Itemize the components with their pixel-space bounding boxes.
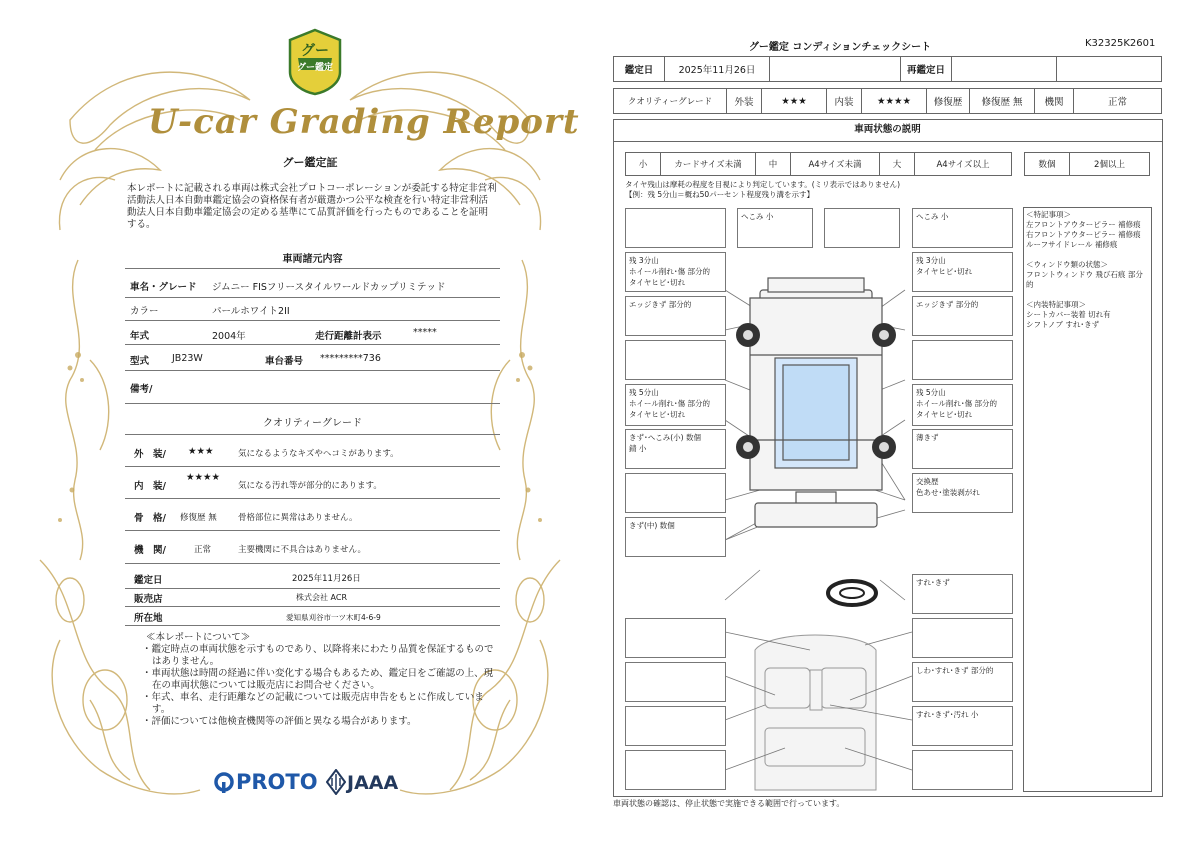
note-item: ・年式、車名、走行距離などの記載については販売店申告をもとに作成しています。 (142, 692, 484, 715)
color-label: カラー (130, 306, 159, 317)
color-value: パールホワイト2II (212, 306, 290, 317)
specs-title: 車両諸元内容 (282, 254, 343, 265)
damage-box: エッジきず 部分的 (625, 296, 726, 336)
frame-label: 骨 格/ (134, 513, 166, 524)
note-item: ・鑑定時点の車両状態を示すものであり、以降将来にわたり品質を保証するものではありません。 (142, 644, 494, 667)
exterior-text: 気になるようなキズやヘコミがあります。 (238, 449, 399, 459)
divider (125, 588, 500, 589)
notes-title: ≪本レポートについて≫ (146, 632, 251, 643)
engine-value: 正常 (1074, 89, 1162, 114)
date-value: 2025年11月26日 (665, 57, 770, 82)
legend-medium: 中 (756, 153, 791, 176)
interior-box (625, 618, 726, 658)
legend-large: 大 (880, 153, 915, 176)
legend-large-desc: A4サイズ以上 (915, 153, 1012, 176)
chassis-value: *********736 (320, 353, 381, 364)
interior-box (625, 662, 726, 702)
frame-text: 骨格部位に異常はありません。 (238, 513, 358, 523)
special-notes-line: ＜内装特記事項＞ (1026, 300, 1086, 309)
damage-box: 薄きず (912, 429, 1013, 469)
engine-label: 機関 (1035, 89, 1074, 114)
ext-value: ★★★ (762, 89, 827, 114)
damage-box: へこみ 小 (912, 208, 1013, 248)
special-notes-line: ＜特記事項＞ (1026, 210, 1071, 219)
badge-text: グー鑑定 (296, 63, 333, 73)
jaaa-logo-icon (326, 769, 346, 795)
special-notes-spacer (1026, 250, 1150, 260)
steering-wheel-icon (828, 581, 876, 605)
redate-label: 再鑑定日 (901, 57, 952, 82)
frame-value: 修復歴 無 (180, 513, 217, 523)
divider (125, 268, 500, 269)
damage-box: 交換歴 色あせ･塗装剥がれ (912, 473, 1013, 513)
damage-box: きず(中) 数個 (625, 517, 726, 557)
certificate-title: グー鑑定証 (282, 156, 338, 169)
appraisal-date-label: 鑑定日 (134, 575, 163, 586)
note-item: ・車両状態は時間の経過に伴い変化する場合もあるため、鑑定日をご確認の上、現在の車両状態については販売店にお問合せください。 (142, 668, 494, 691)
date-label: 鑑定日 (614, 57, 665, 82)
size-legend (625, 152, 1012, 176)
damage-box: へこみ 小 (737, 208, 813, 248)
empty-cell (1057, 57, 1162, 82)
interior-box: すれ･きず･汚れ 小 (912, 706, 1013, 746)
divider (125, 434, 500, 435)
proto-logo-text: PROTO (236, 770, 318, 794)
legend-small: 小 (626, 153, 661, 176)
divider (125, 606, 500, 607)
address-label: 所在地 (134, 613, 163, 624)
damage-box (625, 340, 726, 380)
special-notes-line: ＜ウィンドウ類の状態＞ (1026, 260, 1109, 269)
certificate-text: 本レポートに記載される車両は株式会社プロトコーポレーションが委託する特定非営利活動法人日本自動車鑑定協会の資格保有者が厳選かつ公平な検査を行い特定非営利活動法人日本自動車鑑定協会の定める基準にて品質評価を行ったものであることを証明する。 (127, 183, 497, 230)
note-item: ・評価については他検査機関等の評価と異なる場合があります。 (142, 716, 417, 727)
damage-box: 残 5分山 ホイール削れ･傷 部分的 タイヤヒビ･切れ (912, 384, 1013, 426)
dealer-value: 株式会社 ACR (296, 593, 348, 602)
appraisal-date-value: 2025年11月26日 (292, 574, 361, 584)
odometer-value: ***** (413, 327, 437, 338)
special-notes-line: シフトノブ すれ･きず (1026, 320, 1100, 329)
model-label: 型式 (130, 356, 150, 367)
repair-label: 修復歴 (927, 89, 970, 114)
damage-box: 残 5分山 ホイール削れ･傷 部分的 タイヤヒビ･切れ (625, 384, 726, 426)
divider (125, 403, 500, 404)
divider (125, 297, 500, 298)
report-notes (140, 632, 500, 728)
count-legend (1024, 152, 1150, 176)
int-label: 内装 (827, 89, 862, 114)
remarks-label: 備考/ (130, 384, 153, 395)
special-notes-line: 右フロントアウターピラー 補修痕 (1026, 230, 1141, 239)
interior-box (625, 750, 726, 790)
engine-text: 主要機関に不具合はありません。 (238, 545, 367, 555)
car-name-value: ジムニー FISフリースタイルワールドカップリミテッド (212, 282, 446, 293)
empty-cell (770, 57, 901, 82)
divider (125, 370, 500, 371)
engine-value: 正常 (194, 545, 212, 555)
interior-stars: ★★★★ (186, 472, 221, 483)
divider (125, 320, 500, 321)
chassis-label: 車台番号 (265, 356, 304, 367)
interior-text: 気になる汚れ等が部分的にあります。 (238, 481, 382, 491)
legend-count: 数個 (1025, 153, 1070, 176)
proto-logo-icon (214, 772, 234, 794)
legend-small-desc: カードサイズ未満 (661, 153, 756, 176)
damage-box: 残 3分山 タイヤヒビ･切れ (912, 252, 1013, 292)
damage-box (625, 473, 726, 513)
special-notes-spacer (1026, 290, 1150, 300)
exterior-label: 外 装/ (134, 449, 166, 460)
special-notes-line: フロントウィンドウ 飛び石痕 部分的 (1026, 270, 1143, 289)
dealer-label: 販売店 (134, 594, 163, 605)
tire-note-example: 【例：残 5分山＝概ね50パーセント程度残り溝を示す】 (625, 190, 815, 199)
interior-box (625, 706, 726, 746)
special-notes (1026, 210, 1150, 330)
divider (125, 530, 500, 531)
divider (125, 498, 500, 499)
address-value: 愛知県刈谷市一ツ木町4-6-9 (286, 613, 381, 622)
legend-medium-desc: A4サイズ未満 (791, 153, 880, 176)
special-notes-line: 左フロントアウターピラー 補修痕 (1026, 220, 1141, 229)
int-value: ★★★★ (862, 89, 927, 114)
year-label: 年式 (130, 331, 150, 342)
damage-box (625, 208, 726, 248)
description-title: 車両状態の説明 (613, 119, 1162, 142)
engine-label: 機 関/ (134, 545, 166, 556)
report-title: U-car Grading Report (148, 102, 580, 142)
sheet-footer: 車両状態の確認は、停止状態で実施できる範囲で行っています。 (613, 799, 845, 808)
divider (125, 344, 500, 345)
legend-count-desc: 2個以上 (1070, 153, 1150, 176)
appraisal-date-row (613, 56, 1162, 82)
tire-note: タイヤ残山は摩耗の程度を目視により判定しています。(ミリ表示ではありません) (625, 180, 901, 189)
interior-box (912, 750, 1013, 790)
damage-box (824, 208, 900, 248)
special-notes-line: ルーフサイドレール 補修痕 (1026, 240, 1118, 249)
divider (125, 466, 500, 467)
exterior-stars: ★★★ (188, 446, 214, 457)
quality-title: クオリティーグレード (263, 418, 362, 429)
car-name-label: 車名・グレード (130, 282, 197, 293)
damage-box (912, 340, 1013, 380)
model-value: JB23W (172, 353, 203, 364)
quality-grade-row (613, 88, 1162, 114)
jaaa-logo-text: JAAA (347, 772, 399, 794)
special-notes-line: シートカバー装着 切れ有 (1026, 310, 1111, 319)
svg-text:グー: グー (301, 43, 329, 59)
repair-value: 修復歴 無 (970, 89, 1035, 114)
interior-label: 内 装/ (134, 481, 166, 492)
interior-box: しわ･すれ･きず 部分的 (912, 662, 1013, 702)
year-value: 2004年 (212, 331, 246, 342)
divider (125, 625, 500, 626)
grade-label: クオリティーグレード (614, 89, 727, 114)
sheet-title: グー鑑定 コンディションチェックシート (748, 42, 932, 53)
interior-box (912, 618, 1013, 658)
redate-value (952, 57, 1057, 82)
damage-box: きず･へこみ(小) 数個 錆 小 (625, 429, 726, 469)
ext-label: 外装 (727, 89, 762, 114)
odometer-label: 走行距離計表示 (315, 331, 382, 342)
interior-box: すれ･きず (912, 574, 1013, 614)
sheet-id: K32325K2601 (1085, 38, 1156, 49)
divider (125, 563, 500, 564)
damage-box: エッジきず 部分的 (912, 296, 1013, 336)
damage-box: 残 3分山 ホイール削れ･傷 部分的 タイヤヒビ･切れ (625, 252, 726, 292)
